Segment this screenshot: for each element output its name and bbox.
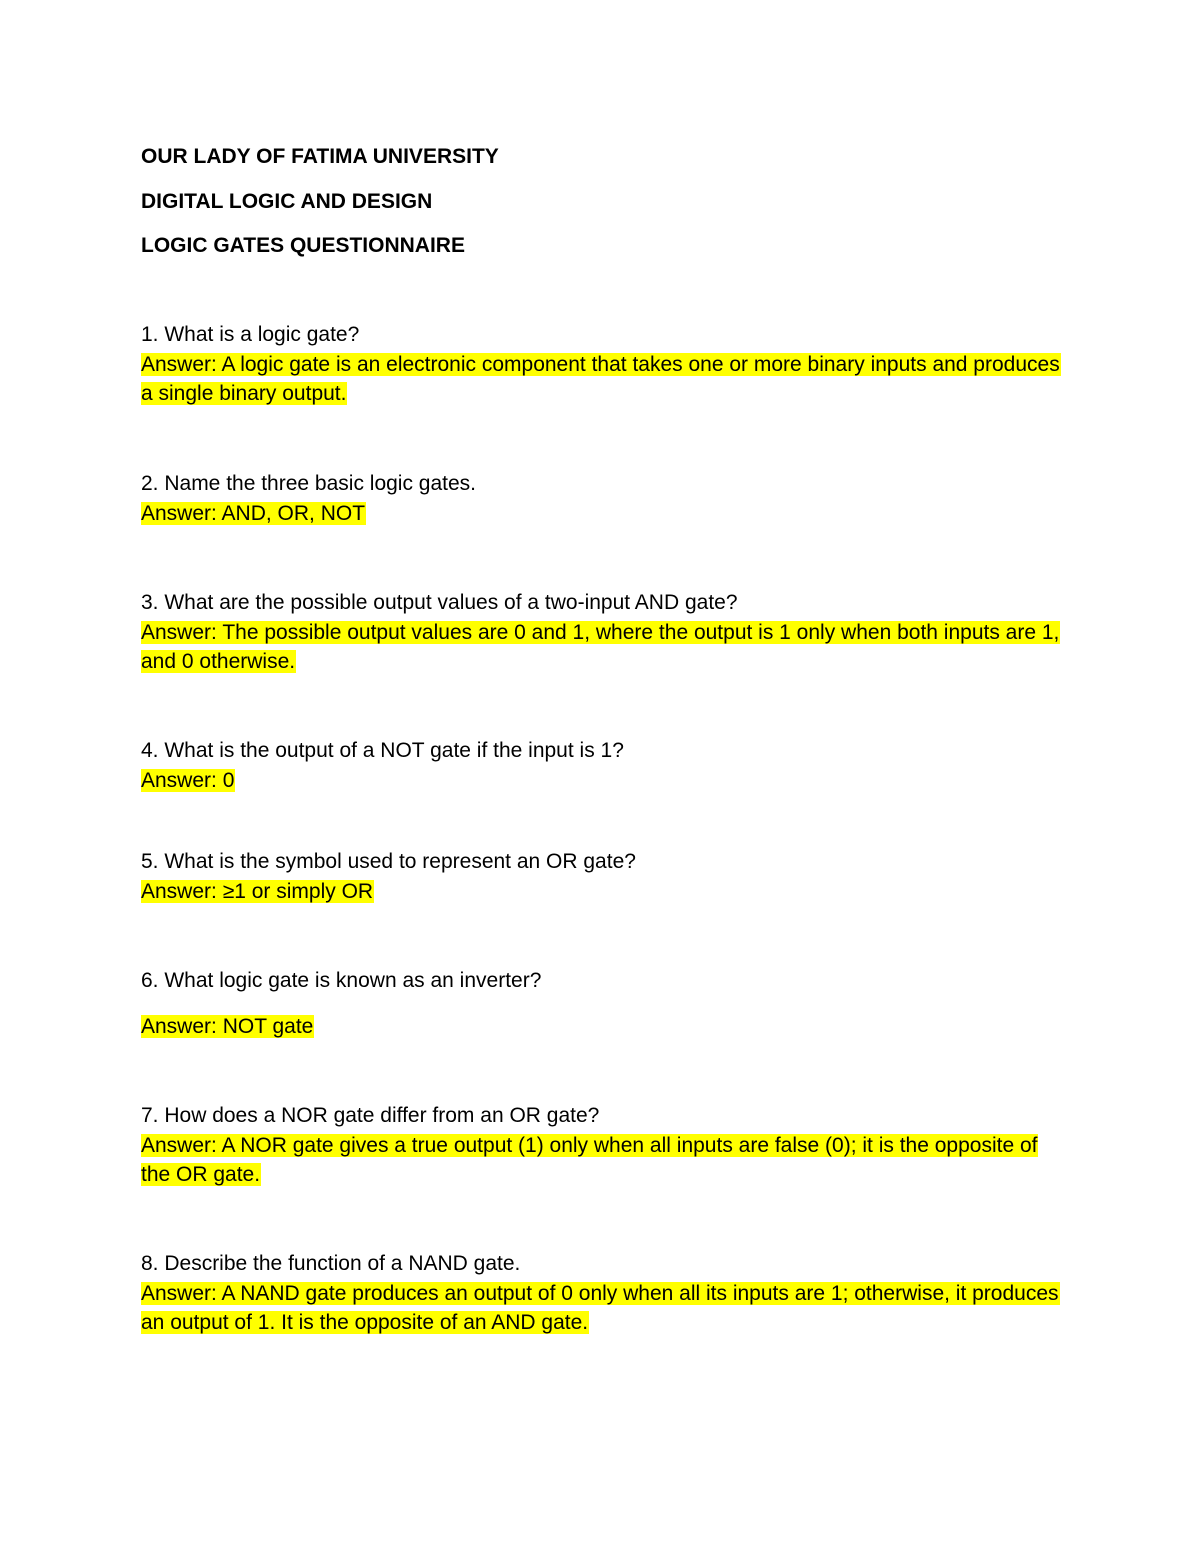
question-text: 7. How does a NOR gate differ from an OR gate? [141, 1104, 600, 1127]
question-text: 5. What is the symbol used to represent an OR gate? [141, 850, 636, 873]
answer-text: Answer: A NOR gate gives a true output (1) only when all inputs are false (0); it is the opposite of the OR gate. [141, 1133, 1038, 1186]
question-text: 4. What is the output of a NOT gate if the input is 1? [141, 739, 624, 762]
question-item-8 [141, 1249, 1071, 1338]
answer-text: Answer: NOT gate [141, 1014, 314, 1038]
course-title: DIGITAL LOGIC AND DESIGN [141, 190, 433, 213]
question-text: 3. What are the possible output values of a two-input AND gate? [141, 591, 738, 614]
answer-text: Answer: 0 [141, 768, 235, 792]
question-item-4 [141, 736, 1071, 795]
answer-text: Answer: A logic gate is an electronic component that takes one or more binary inputs and produces a single binary output. [141, 352, 1060, 405]
university-name: OUR LADY OF FATIMA UNIVERSITY [141, 145, 499, 168]
question-item-1 [141, 320, 1071, 409]
question-text: 6. What logic gate is known as an inverter? [141, 969, 542, 992]
document-title: LOGIC GATES QUESTIONNAIRE [141, 234, 465, 257]
answer-text: Answer: ≥1 or simply OR [141, 879, 374, 903]
question-text: 1. What is a logic gate? [141, 323, 360, 346]
question-item-6 [141, 966, 1071, 1041]
question-text: 2. Name the three basic logic gates. [141, 472, 477, 495]
answer-text: Answer: AND, OR, NOT [141, 501, 366, 525]
answer-text: Answer: The possible output values are 0 and 1, where the output is 1 only when both inputs are 1, and 0 otherwise. [141, 620, 1060, 673]
question-item-7 [141, 1101, 1071, 1190]
question-item-2 [141, 469, 1071, 528]
answer-text: Answer: A NAND gate produces an output of 0 only when all its inputs are 1; otherwise, it produces an output of 1. It is the opposite of an AND gate. [141, 1281, 1059, 1334]
question-text: 8. Describe the function of a NAND gate. [141, 1252, 521, 1275]
question-item-3 [141, 588, 1071, 677]
question-item-5 [141, 847, 1071, 906]
